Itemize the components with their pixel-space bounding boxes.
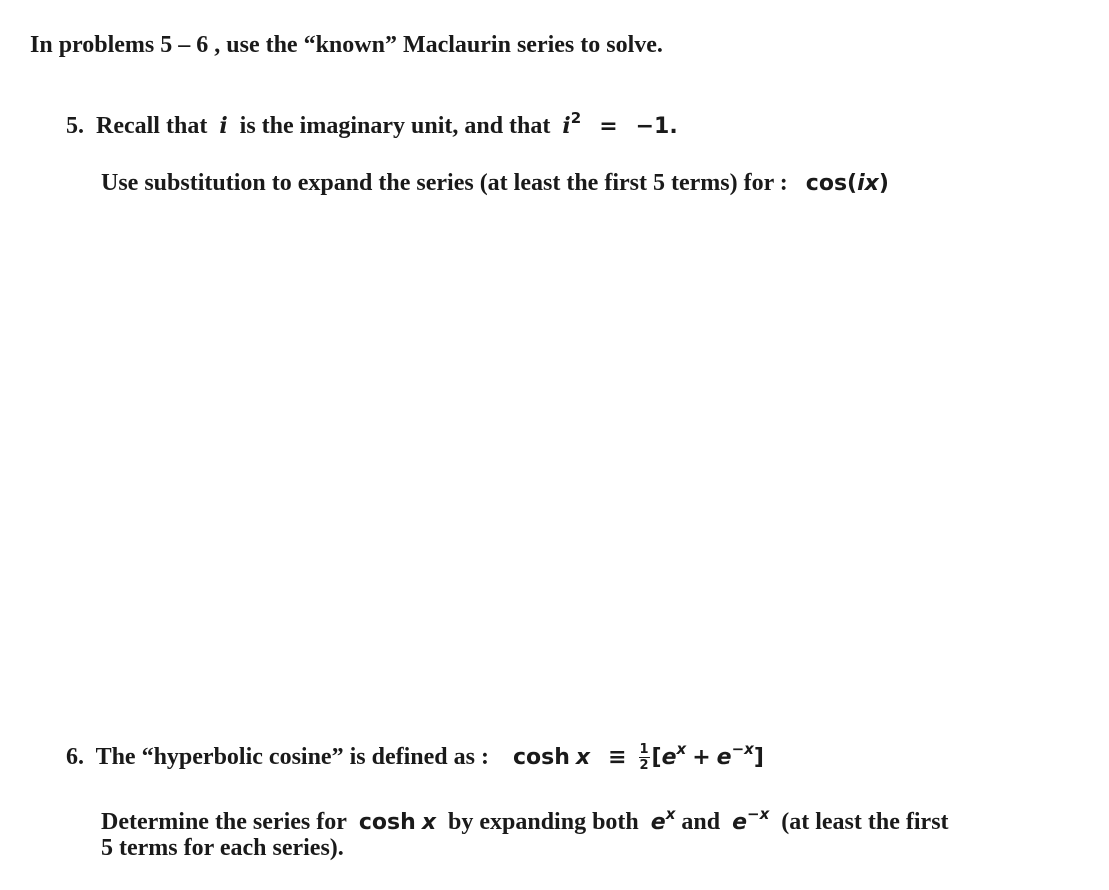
problem-5-number: 5. (66, 113, 84, 139)
one-half-fraction (639, 743, 650, 772)
intro-line (30, 31, 663, 59)
fraction-numerator: 1 (639, 741, 649, 757)
problem-6-instruction-end: 5 terms for each series). (101, 835, 344, 861)
cosh-variable-inline: x (421, 810, 437, 835)
problem-6-instruction-suffix: (at least the first (781, 809, 949, 835)
problem-6-instruction-prefix: Determine the series for (101, 809, 347, 835)
problem-6-intro-text: The “hyperbolic cosine” is defined as : (95, 744, 489, 770)
equals-sign: = (599, 114, 618, 139)
cos-close-paren: ) (878, 171, 889, 196)
problem-5-statement (66, 109, 678, 141)
cos-argument: ix (857, 171, 879, 196)
cos-function: cos (805, 171, 848, 196)
and-text: and (681, 809, 721, 835)
exp-neg-x-inline-exponent: −x (747, 805, 770, 823)
problem-6-number: 6. (66, 744, 84, 770)
problem-6-instruction (101, 805, 949, 837)
problem-6-statement (66, 740, 764, 773)
exp-x-base: e (661, 745, 677, 770)
intro-text: In problems 5 – 6 , use the “known” Maclaurin series to solve. (30, 32, 663, 58)
exp-x-inline-exponent: x (665, 805, 676, 823)
problem-5-instruction-text: Use substitution to expand the series (at least the first 5 terms) for : (101, 170, 788, 196)
problem-5-recall-text: Recall that (96, 113, 208, 139)
problem-5-instruction (101, 169, 889, 198)
exp-x-inline-base: e (650, 810, 666, 835)
exp-x-exponent: x (676, 740, 687, 758)
imaginary-unit-symbol: i (219, 113, 228, 139)
exp-neg-x-exponent: −x (731, 740, 754, 758)
problem-6-instruction-continued (101, 834, 344, 862)
problem-6-expanding-text: by expanding both (448, 809, 639, 835)
cos-open-paren: ( (847, 171, 858, 196)
cosh-function-inline: cosh (358, 810, 416, 835)
close-bracket: ] (753, 745, 764, 770)
open-bracket: [ (651, 745, 662, 770)
fraction-denominator: 2 (639, 757, 649, 773)
problem-5-imaginary-text: is the imaginary unit, and that (239, 113, 551, 139)
i-squared-base: i (562, 113, 571, 139)
negative-one-value: −1. (635, 114, 678, 139)
cosh-variable: x (575, 745, 591, 770)
equivalence-sign: ≡ (608, 745, 627, 770)
plus-sign: + (692, 745, 711, 770)
cosh-function: cosh (512, 745, 570, 770)
i-squared-exponent: 2 (570, 109, 582, 127)
exp-neg-x-base: e (716, 745, 732, 770)
exp-neg-x-inline-base: e (732, 810, 747, 835)
